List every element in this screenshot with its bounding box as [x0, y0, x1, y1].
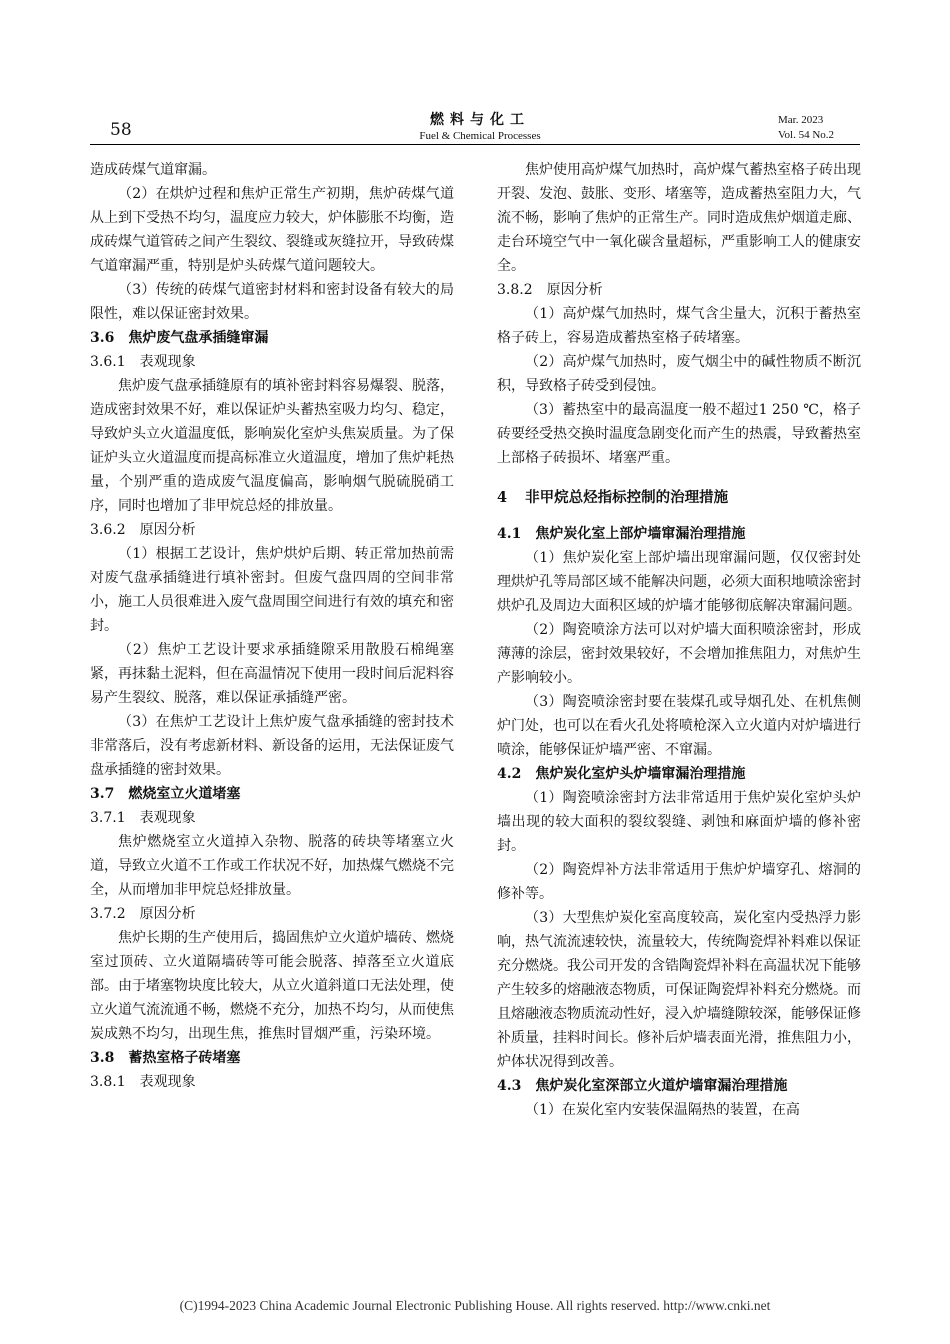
heading-number: 4.3: [497, 1078, 522, 1094]
heading-text: 原因分析: [546, 282, 603, 298]
subsection-heading: [497, 762, 861, 786]
subsubsection-heading: [497, 278, 861, 302]
heading-number: 4.1: [497, 526, 522, 542]
paragraph: （1）高炉煤气加热时，煤气含尘量大，沉积于蓄热室格子砖上，容易造成蓄热室格子砖堵塞。: [497, 306, 861, 346]
heading-number: 4: [497, 489, 508, 506]
page-number: 58: [110, 120, 132, 140]
issue-date: Mar. 2023: [778, 114, 824, 126]
section-heading: [497, 486, 861, 510]
heading-text: 表观现象: [139, 1074, 196, 1090]
heading-text: 蓄热室格子砖堵塞: [128, 1050, 241, 1066]
right-column: [497, 158, 861, 1122]
subsection-heading: [497, 1074, 861, 1098]
subsection-heading: [90, 1046, 454, 1070]
heading-number: 3.8.2: [497, 282, 533, 298]
heading-text: 原因分析: [139, 522, 196, 538]
paragraph: （2）高炉煤气加热时，废气烟尘中的碱性物质不断沉积，导致格子砖受到侵蚀。: [497, 354, 861, 394]
paragraph: （2）陶瓷焊补方法非常适用于焦炉炉墙穿孔、熔洞的修补等。: [497, 862, 861, 902]
paragraph: （2）焦炉工艺设计要求承插缝隙采用散股石棉绳塞紧，再抹黏土泥料，但在高温情况下使用一段时间后泥料容易产生裂纹、脱落，难以保证承插缝严密。: [90, 642, 454, 706]
heading-number: 3.6.2: [90, 522, 126, 538]
heading-text: 焦炉炭化室炉头炉墙窜漏治理措施: [535, 766, 746, 782]
subsubsection-heading: [90, 1070, 454, 1094]
paragraph: （3）在焦炉工艺设计上焦炉废气盘承插缝的密封技术非常落后，没有考虑新材料、新设备的运用，无法保证废气盘承插缝的密封效果。: [90, 714, 454, 778]
paragraph: （1）在炭化室内安装保温隔热的装置，在高: [525, 1102, 800, 1118]
subsection-heading: [497, 522, 861, 546]
paragraph: （3）陶瓷喷涂密封要在装煤孔或导烟孔处、在机焦侧炉门处，也可以在看火孔处将喷枪深入立火道内对炉墙进行喷涂，能够保证炉墙严密、不窜漏。: [497, 694, 861, 758]
paragraph: （1）焦炉炭化室上部炉墙出现窜漏问题，仅仅密封处理烘炉孔等局部区域不能解决问题，必须大面积地喷涂密封烘炉孔及周边大面积区域的炉墙才能够彻底解决窜漏问题。: [497, 550, 861, 614]
heading-number: 3.8.1: [90, 1074, 126, 1090]
journal-title-en: Fuel & Chemical Processes: [419, 130, 541, 142]
heading-text: 燃烧室立火道堵塞: [128, 786, 241, 802]
paragraph: 焦炉使用高炉煤气加热时，高炉煤气蓄热室格子砖出现开裂、发泡、鼓胀、变形、堵塞等，造成蓄热室阻力大，气流不畅，影响了焦炉的正常生产。同时造成焦炉烟道走廊、走台环境空气中一氧化碳含量超标，严重影响工人的健康安全。: [497, 162, 861, 274]
paragraph: 焦炉废气盘承插缝原有的填补密封料容易爆裂、脱落，造成密封效果不好，难以保证炉头蓄热室吸力均匀、稳定，导致炉头立火道温度低，影响炭化室炉头焦炭质量。为了保证炉头立火道温度而提高标准立火道温度，增加了焦炉耗热量，个别严重的造成废气温度偏高，影响烟气脱硫脱硝工序，同时也增加了非甲烷总烃的排放量。: [90, 378, 454, 514]
heading-number: 3.7.2: [90, 906, 126, 922]
heading-number: 3.7: [90, 786, 115, 802]
journal-title-cn: 燃料与化工: [430, 112, 530, 128]
paragraph: （1）根据工艺设计，焦炉烘炉后期、转正常加热前需对废气盘承插缝进行填补密封。但废气盘四周的空间非常小，施工人员很难进入废气盘周围空间进行有效的填充和密封。: [90, 546, 454, 634]
issue-info: [778, 113, 834, 143]
header-rule: [90, 144, 860, 145]
copyright-footer: (C)1994-2023 China Academic Journal Electronic Publishing House. All rights reserved. http://www.cnki.net: [179, 1298, 771, 1313]
heading-text: 焦炉废气盘承插缝窜漏: [128, 330, 269, 346]
heading-number: 4.2: [497, 766, 522, 782]
heading-text: 非甲烷总烃指标控制的治理措施: [525, 489, 729, 506]
paragraph: 造成砖煤气道窜漏。: [90, 162, 216, 178]
journal-header: [350, 112, 610, 143]
heading-text: 表观现象: [139, 354, 196, 370]
heading-number: 3.6.1: [90, 354, 126, 370]
heading-number: 3.7.1: [90, 810, 126, 826]
paragraph: （1）陶瓷喷涂密封方法非常适用于焦炉炭化室炉头炉墙出现的较大面积的裂纹裂缝、剥蚀和麻面炉墙的修补密封。: [497, 790, 861, 854]
left-column: [90, 158, 454, 1094]
paragraph: （2）在烘炉过程和焦炉正常生产初期，焦炉砖煤气道从上到下受热不均匀，温度应力较大，炉体膨胀不均衡，造成砖煤气道管砖之间产生裂纹、裂缝或灰缝拉开，导致砖煤气道窜漏严重，特别是炉头砖煤气道问题较大。: [90, 186, 454, 274]
paragraph: （3）传统的砖煤气道密封材料和密封设备有较大的局限性，难以保证密封效果。: [90, 282, 454, 322]
subsection-heading: [90, 326, 454, 350]
subsubsection-heading: [90, 350, 454, 374]
heading-number: 3.8: [90, 1050, 115, 1066]
issue-volume: Vol. 54 No.2: [778, 129, 835, 141]
heading-text: 焦炉炭化室上部炉墙窜漏治理措施: [535, 526, 746, 542]
paragraph: （3）蓄热室中的最高温度一般不超过1 250 ℃，格子砖要经受热交换时温度急剧变化而产生的热震，导致蓄热室上部格子砖损坏、堵塞严重。: [497, 402, 861, 466]
heading-text: 焦炉炭化室深部立火道炉墙窜漏治理措施: [535, 1078, 788, 1094]
subsection-heading: [90, 782, 454, 806]
paragraph: （3）大型焦炉炭化室高度较高，炭化室内受热浮力影响，热气流流速较快，流量较大，传统陶瓷焊补料难以保证充分燃烧。我公司开发的含锆陶瓷焊补料在高温状况下能够产生较多的熔融液态物质，可保证陶瓷焊补料充分燃烧。而且熔融液态物质流动性好，浸入炉墙缝隙较深，能够保证修补质量，挂料时间长。修补后炉墙表面光滑，推焦阻力小，炉体状况得到改善。: [497, 910, 861, 1070]
paragraph: 焦炉长期的生产使用后，捣固焦炉立火道炉墙砖、燃烧室过顶砖、立火道隔墙砖等可能会脱落、掉落至立火道底部。由于堵塞物块度比较大，从立火道斜道口无法处理，使立火道气流流通不畅，燃烧不充分，加热不均匀，从而使焦炭成熟不均匀，出现生焦，推焦时冒烟严重，污染环境。: [90, 930, 454, 1042]
heading-text: 表观现象: [139, 810, 196, 826]
heading-number: 3.6: [90, 330, 115, 346]
subsubsection-heading: [90, 902, 454, 926]
subsubsection-heading: [90, 806, 454, 830]
paragraph: 焦炉燃烧室立火道掉入杂物、脱落的砖块等堵塞立火道，导致立火道不工作或工作状况不好，加热煤气燃烧不完全，从而增加非甲烷总烃排放量。: [90, 834, 454, 898]
heading-text: 原因分析: [139, 906, 196, 922]
paragraph: （2）陶瓷喷涂方法可以对炉墙大面积喷涂密封，形成薄薄的涂层，密封效果较好，不会增加推焦阻力，对焦炉生产影响较小。: [497, 622, 861, 686]
subsubsection-heading: [90, 518, 454, 542]
